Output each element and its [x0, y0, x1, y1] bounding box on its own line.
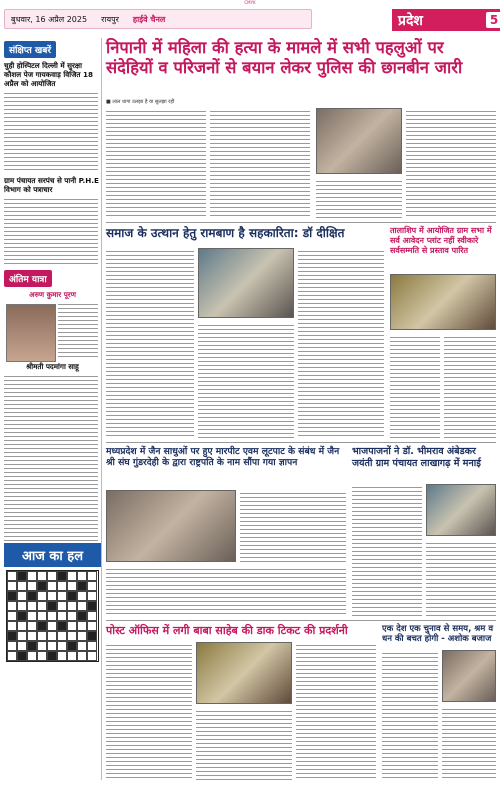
brief-2-body: [4, 196, 101, 264]
divider: [106, 442, 496, 443]
story7-photo: [442, 650, 496, 702]
obituary-name: अरुण कुमार पूरण: [29, 290, 76, 299]
lead-col-2: [210, 108, 310, 218]
page-number: 5: [486, 12, 500, 28]
header-info-strip: [4, 9, 312, 29]
story3-col-1: [390, 334, 440, 438]
section-name: प्रदेश: [398, 12, 423, 29]
story7-col-2: [442, 706, 496, 780]
story2-col-2: [198, 322, 294, 438]
story6-photo: [196, 642, 292, 704]
puzzle-heading: आज का हल: [4, 543, 101, 567]
story3-headline: तालाशिप में आयोजित ग्राम सभा में सर्व आवेदन प्लांट नहीं स्वीकारे सर्वसम्मति से प्रस्ताव पारित: [390, 226, 492, 255]
page-header: [0, 5, 500, 33]
obituary-heading: अंतिम यात्रा: [4, 270, 52, 287]
lead-col-1: [106, 108, 206, 218]
story7-col-1: [382, 650, 438, 780]
obituary-body: [4, 373, 101, 543]
crossword-grid: [6, 570, 99, 662]
story7-headline: एक देश एक चुनाव से समय, श्रम व धन की बचत होगी - अशोक बजाज: [382, 624, 494, 645]
story5-col-2: [426, 540, 496, 616]
briefs-heading: संक्षिप्त खबरें: [4, 41, 56, 58]
story4-photo: [106, 490, 236, 562]
story2-headline: समाज के उत्थान हेतु रामबाण है सहकारिता: डॉ दीक्षित: [106, 226, 345, 240]
divider: [106, 222, 496, 223]
obituary-person-name: श्रीमती पदमांगा साहू: [26, 362, 79, 371]
obituary-block: [4, 301, 101, 359]
lead-photo: [316, 108, 402, 174]
brief-1-title: चुही होस्पिटल दिल्ली में सुरक्षा कौशल पेज गायकवाड़ विजित 18 अप्रैल को आयोजित: [4, 61, 94, 88]
lead-col-4: [406, 108, 496, 218]
left-column: [4, 38, 102, 780]
header-date: बुधवार, 16 अप्रैल 2025: [11, 14, 88, 24]
main-content: [106, 38, 496, 780]
story6-col-3: [296, 642, 376, 780]
story6-headline: पोस्ट ऑफिस में लगी बाबा साहेब की डाक टिकट की प्रदर्शनी: [106, 624, 348, 637]
lead-col-3: [316, 178, 402, 218]
lead-headline: निपानी में महिला की हत्या के मामले में सभी पहलुओं पर संदेहियों व परिजनों से बयान लेकर पुलिस की छानबीन जारी: [106, 38, 463, 78]
story6-col-2: [196, 708, 292, 780]
lead-byline: ■ लाल धागा उलझा है या सुलझा रहीं: [106, 99, 175, 105]
story3-col-2: [444, 334, 496, 438]
divider: [106, 620, 496, 621]
story3-photo: [390, 274, 496, 330]
section-tab: [392, 9, 500, 31]
brief-1-body: [4, 90, 101, 170]
story4-col-1: [240, 490, 346, 562]
story2-col-3: [298, 248, 384, 438]
lead-story-headline-box: [106, 38, 496, 96]
story6-col-1: [106, 642, 192, 780]
story4-col-2: [106, 566, 346, 616]
header-city: रायपुर: [101, 14, 119, 24]
story5-headline: भाजपाजनों ने डॉ. भीमराव अंबेडकर जयंती ग्राम पंचायत लाखागढ़ में मनाई: [352, 446, 481, 469]
brief-2-title: ग्राम पंचायत सरपंच से पानी P.H.E विभाग को पत्राचार: [4, 176, 99, 194]
story2-col-1: [106, 248, 194, 438]
obituary-photo: [6, 304, 56, 362]
story5-photo: [426, 484, 496, 536]
cmyk-mark: CMYK: [244, 0, 256, 5]
story5-col-1: [352, 484, 422, 616]
story2-photo: [198, 248, 294, 318]
story4-headline: मध्यप्रदेश में जैन साधुओं पर हुए मारपीट एवम लूटपाट के संबंध में जैन श्री संघ गुंडरदेही के द्वारा राष्ट्रपति के नाम सौंपा गया ज्ञापन: [106, 446, 340, 469]
header-brand: हाईवे चैनल: [132, 14, 166, 24]
